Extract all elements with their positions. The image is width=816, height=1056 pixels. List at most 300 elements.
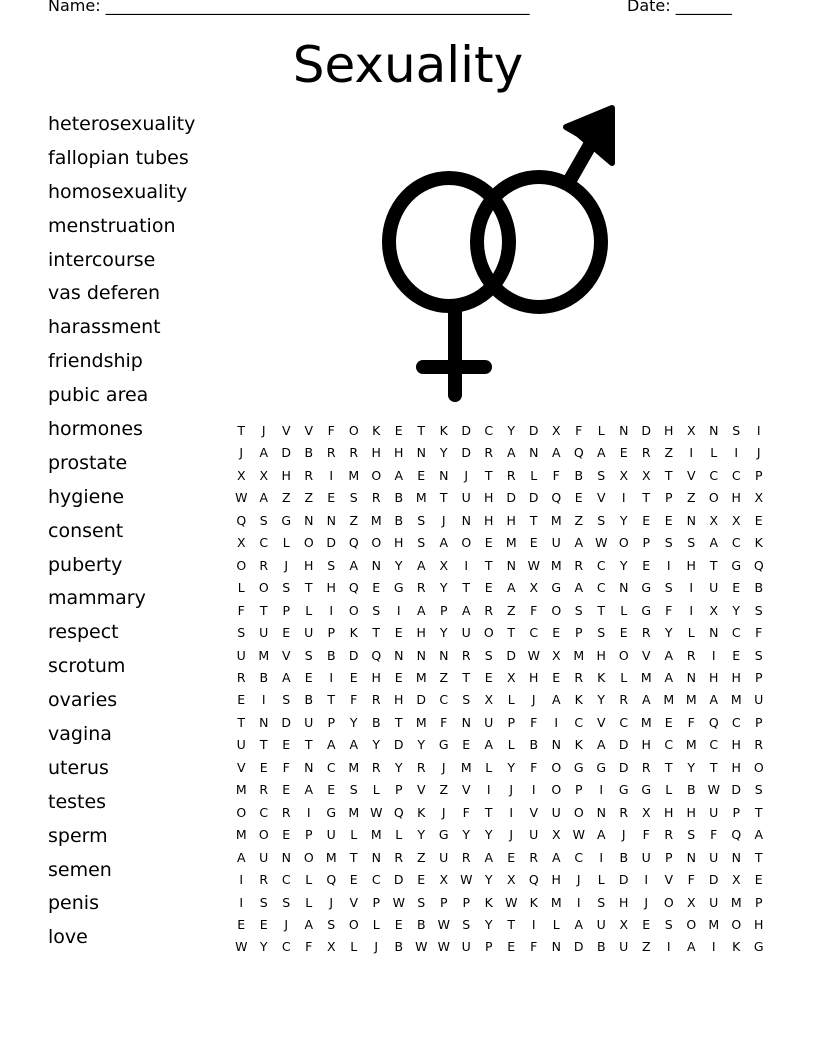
grid-cell[interactable]: P [664, 849, 673, 865]
grid-cell[interactable]: L [282, 535, 290, 551]
grid-cell[interactable]: J [509, 827, 514, 843]
grid-cell[interactable]: O [461, 535, 472, 551]
grid-cell[interactable]: E [642, 557, 651, 573]
grid-cell[interactable]: Y [507, 423, 516, 438]
grid-cell[interactable]: C [731, 714, 741, 730]
grid-cell[interactable]: M [370, 512, 382, 528]
grid-cell[interactable]: T [327, 692, 336, 708]
grid-cell[interactable]: N [326, 512, 336, 528]
grid-cell[interactable]: E [462, 737, 471, 753]
grid-cell[interactable]: T [484, 804, 493, 820]
grid-cell[interactable]: S [237, 625, 246, 641]
grid-cell[interactable]: S [417, 535, 426, 551]
grid-cell[interactable]: E [552, 625, 561, 641]
grid-cell[interactable]: H [484, 490, 494, 506]
grid-cell[interactable]: J [374, 939, 379, 955]
grid-cell[interactable]: S [462, 916, 471, 932]
grid-cell[interactable]: I [689, 580, 694, 596]
grid-cell[interactable]: B [304, 445, 314, 461]
grid-cell[interactable]: O [371, 535, 382, 551]
grid-cell[interactable]: W [392, 894, 405, 910]
grid-cell[interactable]: R [371, 692, 381, 708]
grid-cell[interactable]: N [394, 647, 404, 663]
grid-cell[interactable]: S [597, 894, 606, 910]
grid-cell[interactable]: L [395, 827, 403, 843]
grid-cell[interactable]: D [393, 737, 404, 753]
grid-cell[interactable]: P [754, 669, 763, 685]
grid-cell[interactable]: X [731, 512, 741, 528]
grid-cell[interactable]: U [709, 580, 719, 596]
grid-cell[interactable]: T [484, 467, 493, 483]
grid-cell[interactable]: E [282, 625, 291, 641]
grid-cell[interactable]: X [529, 580, 539, 596]
grid-cell[interactable]: M [460, 759, 472, 775]
grid-cell[interactable]: A [304, 782, 314, 798]
grid-cell[interactable]: D [641, 423, 652, 438]
grid-cell[interactable]: B [394, 490, 404, 506]
grid-cell[interactable]: Y [597, 692, 606, 708]
grid-cell[interactable]: Y [732, 602, 741, 618]
grid-cell[interactable]: Z [506, 602, 516, 618]
grid-cell[interactable]: S [304, 647, 313, 663]
grid-cell[interactable]: A [416, 602, 426, 618]
grid-cell[interactable]: G [641, 580, 652, 596]
grid-cell[interactable]: A [259, 445, 269, 461]
grid-cell[interactable]: T [349, 849, 358, 865]
grid-cell[interactable]: U [304, 714, 314, 730]
grid-cell[interactable]: M [415, 714, 427, 730]
grid-cell[interactable]: Q [371, 647, 382, 663]
grid-cell[interactable]: G [551, 580, 562, 596]
grid-cell[interactable]: A [709, 692, 719, 708]
grid-cell[interactable]: B [394, 939, 404, 955]
grid-cell[interactable]: S [574, 602, 583, 618]
grid-cell[interactable]: M [685, 737, 697, 753]
grid-cell[interactable]: H [416, 625, 426, 641]
grid-cell[interactable]: W [505, 894, 518, 910]
grid-cell[interactable]: Y [259, 939, 268, 955]
grid-cell[interactable]: X [686, 894, 696, 910]
grid-cell[interactable]: O [258, 827, 269, 843]
grid-cell[interactable]: P [462, 894, 471, 910]
grid-cell[interactable]: M [685, 692, 697, 708]
grid-cell[interactable]: K [417, 804, 426, 820]
grid-cell[interactable]: T [709, 557, 718, 573]
grid-cell[interactable]: Y [439, 625, 448, 641]
grid-cell[interactable]: R [574, 669, 584, 685]
grid-cell[interactable]: X [551, 423, 561, 438]
grid-cell[interactable]: T [664, 759, 673, 775]
grid-cell[interactable]: I [306, 804, 311, 820]
grid-cell[interactable]: H [394, 692, 404, 708]
grid-cell[interactable]: Q [551, 490, 562, 506]
grid-cell[interactable]: A [416, 557, 426, 573]
grid-cell[interactable]: B [394, 512, 404, 528]
grid-cell[interactable]: D [348, 647, 359, 663]
grid-cell[interactable]: S [417, 512, 426, 528]
grid-cell[interactable]: E [237, 916, 246, 932]
grid-cell[interactable]: L [237, 580, 245, 596]
grid-cell[interactable]: B [596, 939, 606, 955]
grid-cell[interactable]: S [597, 467, 606, 483]
grid-cell[interactable]: M [325, 849, 337, 865]
grid-cell[interactable]: Y [439, 580, 448, 596]
grid-cell[interactable]: E [349, 872, 358, 888]
grid-cell[interactable]: C [371, 872, 381, 888]
grid-cell[interactable]: X [551, 647, 561, 663]
grid-cell[interactable]: D [281, 445, 292, 461]
grid-cell[interactable]: V [461, 782, 471, 798]
grid-cell[interactable]: D [416, 692, 427, 708]
grid-cell[interactable]: F [327, 423, 335, 438]
grid-cell[interactable]: C [281, 939, 291, 955]
grid-cell[interactable]: T [754, 804, 763, 820]
grid-cell[interactable]: I [756, 423, 761, 438]
grid-cell[interactable]: T [439, 490, 448, 506]
grid-cell[interactable]: D [461, 445, 472, 461]
grid-cell[interactable]: Z [416, 849, 426, 865]
grid-cell[interactable]: R [394, 849, 404, 865]
grid-cell[interactable]: B [304, 692, 314, 708]
grid-cell[interactable]: O [551, 602, 562, 618]
grid-cell[interactable]: T [597, 602, 606, 618]
grid-cell[interactable]: A [394, 467, 404, 483]
grid-cell[interactable]: N [371, 557, 381, 573]
grid-cell[interactable]: R [281, 804, 291, 820]
grid-cell[interactable]: D [708, 872, 719, 888]
grid-cell[interactable]: S [417, 894, 426, 910]
grid-cell[interactable]: T [529, 512, 538, 528]
grid-cell[interactable]: E [552, 669, 561, 685]
grid-cell[interactable]: R [484, 445, 494, 461]
grid-cell[interactable]: Y [372, 737, 381, 753]
grid-cell[interactable]: R [506, 467, 516, 483]
grid-cell[interactable]: Z [686, 490, 696, 506]
grid-cell[interactable]: S [732, 423, 741, 438]
grid-cell[interactable]: F [665, 602, 673, 618]
grid-cell[interactable]: U [461, 490, 471, 506]
grid-cell[interactable]: A [506, 445, 516, 461]
grid-cell[interactable]: X [709, 602, 719, 618]
grid-cell[interactable]: S [327, 916, 336, 932]
grid-cell[interactable]: P [574, 782, 583, 798]
grid-cell[interactable]: S [597, 512, 606, 528]
grid-cell[interactable]: E [259, 916, 268, 932]
grid-cell[interactable]: D [731, 782, 742, 798]
grid-cell[interactable]: W [437, 939, 450, 955]
grid-cell[interactable]: P [507, 714, 516, 730]
grid-cell[interactable]: R [484, 602, 494, 618]
grid-cell[interactable]: P [372, 894, 381, 910]
grid-cell[interactable]: M [235, 827, 247, 843]
grid-cell[interactable]: W [460, 872, 473, 888]
grid-cell[interactable]: L [305, 602, 313, 618]
grid-cell[interactable]: K [597, 669, 606, 685]
grid-cell[interactable]: R [619, 804, 629, 820]
grid-cell[interactable]: C [596, 557, 606, 573]
grid-cell[interactable]: C [731, 535, 741, 551]
grid-cell[interactable]: X [731, 872, 741, 888]
grid-cell[interactable]: A [641, 692, 651, 708]
grid-cell[interactable]: I [464, 557, 469, 573]
grid-cell[interactable]: T [462, 669, 471, 685]
grid-cell[interactable]: L [530, 467, 538, 483]
grid-cell[interactable]: I [329, 669, 334, 685]
grid-cell[interactable]: E [259, 759, 268, 775]
grid-cell[interactable]: Y [349, 714, 358, 730]
grid-cell[interactable]: Y [417, 827, 426, 843]
grid-cell[interactable]: K [372, 423, 381, 438]
grid-cell[interactable]: E [507, 939, 516, 955]
grid-cell[interactable]: Z [304, 490, 314, 506]
grid-cell[interactable]: O [753, 759, 764, 775]
grid-cell[interactable]: I [689, 445, 694, 461]
grid-cell[interactable]: D [506, 647, 517, 663]
grid-cell[interactable]: N [709, 625, 719, 641]
grid-cell[interactable]: R [574, 557, 584, 573]
grid-cell[interactable]: D [326, 535, 337, 551]
grid-cell[interactable]: U [709, 894, 719, 910]
grid-cell[interactable]: Z [439, 669, 449, 685]
grid-cell[interactable]: Y [439, 445, 448, 461]
grid-cell[interactable]: I [329, 602, 334, 618]
grid-cell[interactable]: S [754, 602, 763, 618]
grid-cell[interactable]: S [282, 692, 291, 708]
grid-cell[interactable]: H [731, 737, 741, 753]
grid-cell[interactable]: X [259, 467, 269, 483]
grid-cell[interactable]: L [305, 894, 313, 910]
grid-cell[interactable]: F [687, 714, 695, 730]
grid-cell[interactable]: T [304, 580, 313, 596]
grid-cell[interactable]: F [350, 692, 358, 708]
grid-cell[interactable]: C [709, 467, 719, 483]
grid-cell[interactable]: N [461, 714, 471, 730]
grid-cell[interactable]: E [529, 535, 538, 551]
grid-cell[interactable]: A [551, 692, 561, 708]
grid-cell[interactable]: W [370, 804, 383, 820]
grid-cell[interactable]: N [596, 804, 606, 820]
grid-cell[interactable]: E [394, 423, 403, 438]
grid-cell[interactable]: O [348, 602, 359, 618]
grid-cell[interactable]: F [642, 827, 650, 843]
grid-cell[interactable]: C [619, 714, 629, 730]
grid-cell[interactable]: F [237, 602, 245, 618]
grid-cell[interactable]: D [618, 872, 629, 888]
grid-cell[interactable]: R [259, 872, 269, 888]
grid-cell[interactable]: Y [394, 759, 403, 775]
grid-cell[interactable]: T [507, 625, 516, 641]
grid-cell[interactable]: M [550, 894, 562, 910]
grid-cell[interactable]: R [371, 490, 381, 506]
grid-cell[interactable]: F [575, 423, 583, 438]
grid-cell[interactable]: R [664, 827, 674, 843]
grid-cell[interactable]: J [621, 827, 626, 843]
grid-cell[interactable]: I [734, 445, 739, 461]
grid-cell[interactable]: N [686, 849, 696, 865]
grid-cell[interactable]: Z [281, 490, 291, 506]
grid-cell[interactable]: A [304, 916, 314, 932]
grid-cell[interactable]: O [303, 849, 314, 865]
grid-cell[interactable]: G [641, 602, 652, 618]
grid-cell[interactable]: E [619, 625, 628, 641]
grid-cell[interactable]: E [349, 669, 358, 685]
grid-cell[interactable]: B [754, 580, 764, 596]
grid-cell[interactable]: M [550, 557, 562, 573]
grid-cell[interactable]: M [708, 916, 720, 932]
grid-cell[interactable]: P [664, 490, 673, 506]
grid-cell[interactable]: R [641, 759, 651, 775]
grid-cell[interactable]: O [663, 894, 674, 910]
grid-cell[interactable]: E [327, 782, 336, 798]
grid-cell[interactable]: E [394, 669, 403, 685]
grid-cell[interactable]: D [506, 490, 517, 506]
grid-cell[interactable]: O [551, 782, 562, 798]
grid-cell[interactable]: T [462, 580, 471, 596]
grid-cell[interactable]: R [529, 849, 539, 865]
grid-cell[interactable]: E [642, 512, 651, 528]
grid-cell[interactable]: R [236, 669, 246, 685]
grid-cell[interactable]: L [372, 916, 380, 932]
grid-cell[interactable]: D [618, 759, 629, 775]
grid-cell[interactable]: I [599, 782, 604, 798]
grid-cell[interactable]: H [506, 512, 516, 528]
grid-cell[interactable]: I [261, 692, 266, 708]
grid-cell[interactable]: I [329, 467, 334, 483]
grid-cell[interactable]: L [507, 737, 515, 753]
grid-cell[interactable]: F [530, 602, 538, 618]
grid-cell[interactable]: T [754, 849, 763, 865]
grid-cell[interactable]: F [305, 939, 313, 955]
grid-cell[interactable]: F [755, 625, 763, 641]
grid-cell[interactable]: C [731, 467, 741, 483]
grid-cell[interactable]: R [259, 782, 269, 798]
grid-cell[interactable]: E [282, 737, 291, 753]
grid-cell[interactable]: E [484, 535, 493, 551]
grid-cell[interactable]: C [731, 625, 741, 641]
grid-cell[interactable]: N [304, 759, 314, 775]
grid-cell[interactable]: X [236, 535, 246, 551]
grid-cell[interactable]: R [304, 467, 314, 483]
grid-cell[interactable]: H [484, 512, 494, 528]
grid-cell[interactable]: A [596, 737, 606, 753]
grid-cell[interactable]: Y [484, 827, 493, 843]
grid-cell[interactable]: B [686, 782, 696, 798]
grid-cell[interactable]: R [326, 445, 336, 461]
grid-cell[interactable]: X [619, 467, 629, 483]
grid-cell[interactable]: T [642, 490, 651, 506]
grid-cell[interactable]: K [732, 939, 741, 955]
grid-cell[interactable]: R [641, 625, 651, 641]
grid-cell[interactable]: I [531, 782, 536, 798]
grid-cell[interactable]: X [551, 827, 561, 843]
grid-cell[interactable]: A [259, 490, 269, 506]
grid-cell[interactable]: W [595, 535, 608, 551]
grid-cell[interactable]: H [686, 804, 696, 820]
grid-cell[interactable]: C [326, 759, 336, 775]
grid-cell[interactable]: I [531, 916, 536, 932]
grid-cell[interactable]: N [551, 737, 561, 753]
grid-cell[interactable]: T [259, 737, 268, 753]
grid-cell[interactable]: T [484, 557, 493, 573]
grid-cell[interactable]: Z [439, 782, 449, 798]
grid-cell[interactable]: H [641, 737, 651, 753]
grid-cell[interactable]: E [417, 467, 426, 483]
grid-cell[interactable]: E [394, 625, 403, 641]
grid-cell[interactable]: I [599, 849, 604, 865]
grid-cell[interactable]: J [284, 557, 289, 573]
grid-cell[interactable]: W [527, 647, 540, 663]
grid-cell[interactable]: X [506, 669, 516, 685]
grid-cell[interactable]: F [552, 467, 560, 483]
grid-cell[interactable]: A [574, 916, 584, 932]
grid-cell[interactable]: R [461, 647, 471, 663]
grid-cell[interactable]: M [573, 647, 585, 663]
grid-cell[interactable]: L [350, 827, 358, 843]
grid-cell[interactable]: R [371, 759, 381, 775]
grid-cell[interactable]: E [732, 580, 741, 596]
grid-cell[interactable]: Y [664, 625, 673, 641]
grid-cell[interactable]: S [484, 647, 493, 663]
grid-cell[interactable]: C [439, 692, 449, 708]
grid-cell[interactable]: A [574, 535, 584, 551]
grid-cell[interactable]: J [261, 423, 266, 438]
grid-cell[interactable]: F [530, 939, 538, 955]
grid-cell[interactable]: T [304, 737, 313, 753]
grid-cell[interactable]: D [528, 423, 539, 438]
grid-cell[interactable]: J [441, 804, 446, 820]
grid-cell[interactable]: P [484, 939, 493, 955]
grid-cell[interactable]: L [372, 782, 380, 798]
grid-cell[interactable]: M [348, 804, 360, 820]
grid-cell[interactable]: U [326, 827, 336, 843]
grid-cell[interactable]: A [686, 939, 696, 955]
grid-cell[interactable]: L [552, 916, 560, 932]
grid-cell[interactable]: X [439, 557, 449, 573]
grid-cell[interactable]: V [596, 490, 606, 506]
grid-cell[interactable]: E [484, 580, 493, 596]
grid-cell[interactable]: L [665, 782, 673, 798]
grid-cell[interactable]: G [596, 759, 607, 775]
grid-cell[interactable]: N [439, 467, 449, 483]
grid-cell[interactable]: Y [394, 557, 403, 573]
grid-cell[interactable]: C [529, 625, 539, 641]
grid-cell[interactable]: Z [574, 512, 584, 528]
grid-cell[interactable]: H [281, 467, 291, 483]
grid-cell[interactable]: E [664, 714, 673, 730]
grid-cell[interactable]: U [439, 849, 449, 865]
grid-cell[interactable]: Q [573, 445, 584, 461]
grid-cell[interactable]: U [709, 804, 719, 820]
grid-cell[interactable]: V [281, 647, 291, 663]
grid-cell[interactable]: W [437, 916, 450, 932]
grid-cell[interactable]: Q [236, 512, 247, 528]
grid-cell[interactable]: E [732, 647, 741, 663]
grid-cell[interactable]: P [327, 625, 336, 641]
grid-cell[interactable]: Z [664, 445, 674, 461]
grid-cell[interactable]: M [730, 692, 742, 708]
grid-cell[interactable]: E [507, 849, 516, 865]
grid-cell[interactable]: B [259, 669, 269, 685]
grid-cell[interactable]: N [619, 423, 629, 438]
grid-cell[interactable]: U [484, 714, 494, 730]
grid-cell[interactable]: N [304, 512, 314, 528]
grid-cell[interactable]: V [349, 894, 359, 910]
grid-cell[interactable]: G [326, 804, 337, 820]
grid-cell[interactable]: W [572, 827, 585, 843]
grid-cell[interactable]: H [371, 669, 381, 685]
grid-cell[interactable]: M [663, 692, 675, 708]
grid-cell[interactable]: A [574, 580, 584, 596]
